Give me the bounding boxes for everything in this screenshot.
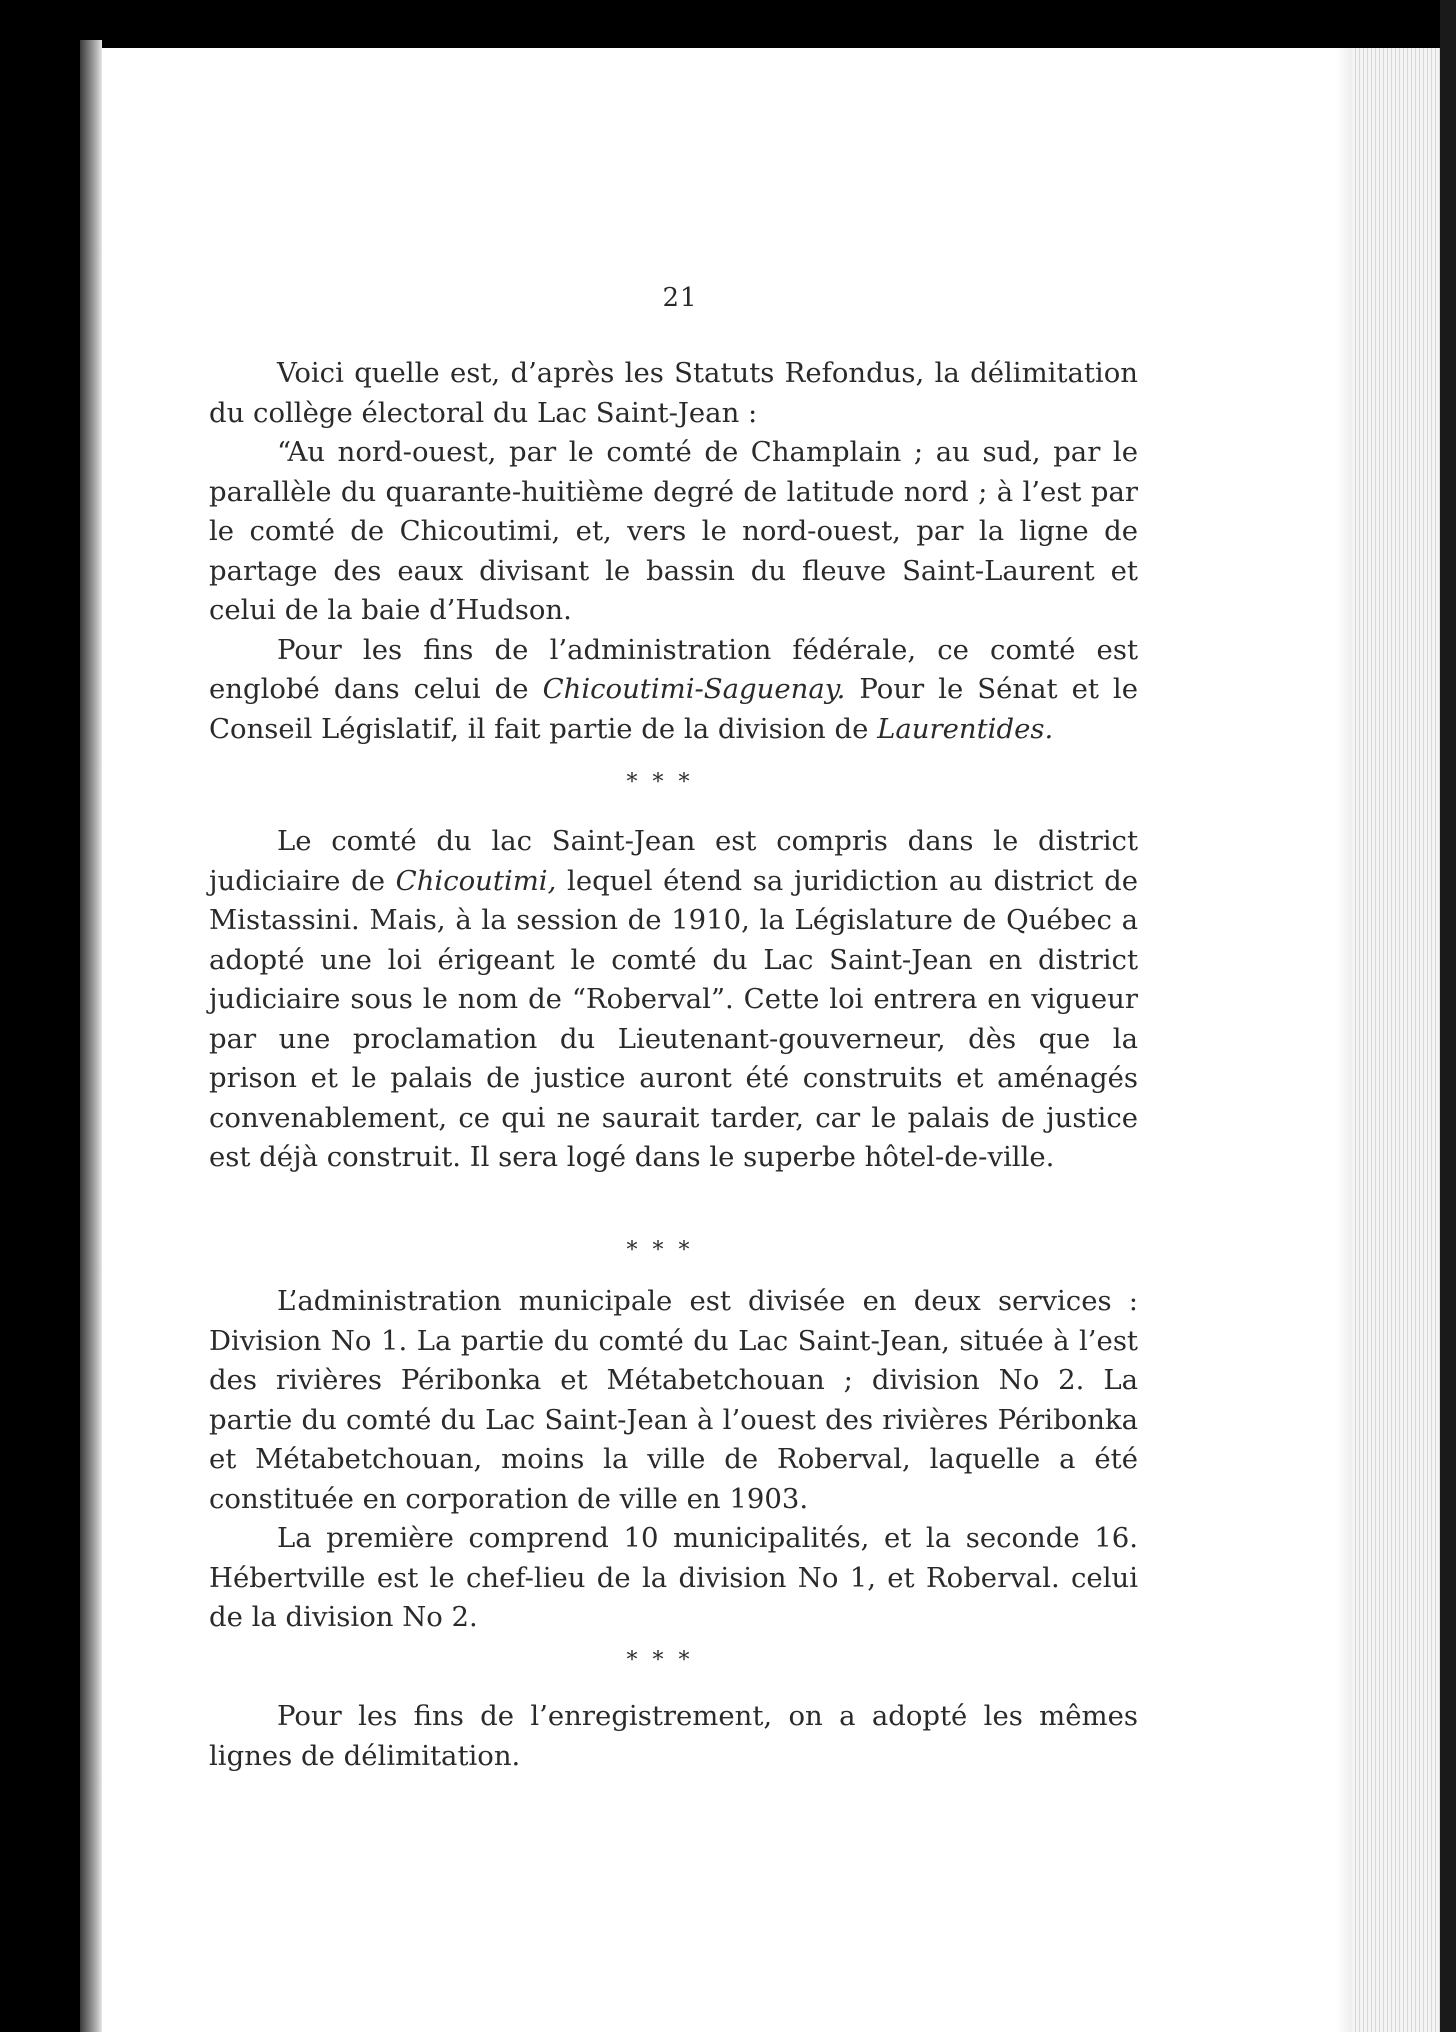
paragraph-judicial-text-a: Le comté du lac Saint-Jean est compris dans le district judiciaire de <box>209 825 1138 897</box>
paragraph-federal-text-b: Pour le Sénat et le Conseil Législatif, il fait partie de la division de <box>209 673 1139 745</box>
page-number: 21 <box>662 283 698 313</box>
paragraph-federal-italic-riding: Chicoutimi-Saguenay. <box>542 673 846 705</box>
section-separator-1: * * * <box>626 770 694 795</box>
scan-border-top <box>0 0 1456 48</box>
paragraph-judicial-text-b: lequel étend sa juridiction au district de Mistassini. Mais, à la session de 1910, la Législature de Québec a adopté une loi érigeant le comté du Lac Saint-Jean en district judiciaire sous le nom de “Roberval”. Cette loi entrera en vigueur par une proclamation du Lieutenant-gouverneur, dès que la prison et le palais de justice auront été construits et aménagés convenablement, ce qui ne saurait tarder, car le palais de justice est déjà construit. Il sera logé dans le superbe hôtel-de-ville. <box>209 864 1138 1173</box>
page-stack-edge <box>1352 48 1440 2032</box>
text-section-4 <box>209 1697 1138 1776</box>
text-section-3 <box>209 1282 1138 1638</box>
section-separator-2: * * * <box>626 1238 694 1263</box>
paragraph-judicial-district <box>209 822 1138 1178</box>
paragraph-federal-administration <box>209 631 1138 750</box>
scan-border-left <box>0 0 80 2032</box>
paragraph-delimitation-intro: Voici quelle est, d’après les Statuts Refondus, la délimitation du collège électoral du Lac Saint-Jean : <box>209 357 1138 429</box>
paragraph-municipal-administration: L’administration municipale est divisée en deux services : Division No 1. La partie du comté du Lac Saint-Jean, située à l’est des rivières Péribonka et Métabetchouan ; division No 2. La partie du comté du Lac Saint-Jean à l’ouest des rivières Péribonka et Métabetchouan, moins la ville de Roberval, laquelle a été constituée en corporation de ville en 1903. <box>209 1285 1138 1515</box>
paragraph-federal-text-a: Pour les fins de l’administration fédérale, ce comté est englobé dans celui de <box>209 633 1138 705</box>
paragraph-judicial-italic: Chicoutimi, <box>395 864 557 897</box>
paragraph-registration: Pour les fins de l’enregistrement, on a adopté les mêmes lignes de délimitation. <box>209 1700 1138 1772</box>
paragraph-federal-italic-division: Laurentides. <box>877 712 1054 745</box>
text-section-1 <box>209 354 1138 749</box>
paragraph-delimitation-quote: “Au nord-ouest, par le comté de Champlain ; au sud, par le parallèle du quarante-huitième degré de latitude nord ; à l’est par le comté de Chicoutimi, et, vers le nord-ouest, par la ligne de partage des eaux divisant le bassin du fleuve Saint-Laurent et celui de la baie d’Hudson. <box>209 436 1138 626</box>
book-spine-shadow <box>80 40 102 2032</box>
section-separator-3: * * * <box>626 1648 694 1673</box>
paragraph-municipalities-count: La première comprend 10 municipalités, et la seconde 16. Hébertville est le chef-lieu de la division No 1, et Roberval. celui de la division No 2. <box>209 1522 1138 1633</box>
scan-border-right <box>1440 0 1456 2032</box>
text-section-2 <box>209 822 1138 1178</box>
